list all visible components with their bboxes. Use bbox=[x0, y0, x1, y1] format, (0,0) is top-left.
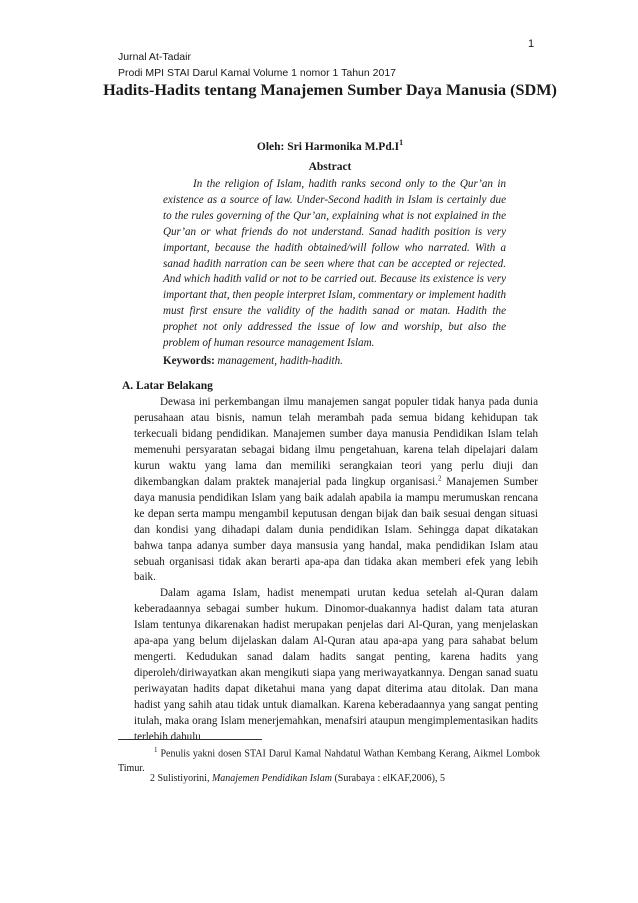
footnote-1-marker: 1 bbox=[154, 746, 158, 754]
keywords-line bbox=[163, 355, 343, 367]
abstract-heading: Abstract bbox=[308, 161, 352, 173]
footnote-1-text: Penulis yakni dosen STAI Darul Kamal Nahdatul Wathan Kembang Kerang, Aikmel Lombok Timur. bbox=[118, 748, 540, 774]
journal-name: Jurnal At-Tadair bbox=[118, 51, 191, 63]
paragraph-1-text-b: Manajemen Sumber daya manusia pendidikan Islam yang baik adalah apabila ia mampu merumuskan rencana ke depan serta mampu mengambil keputusan dengan bijak dan baik sesuai dengan situasi dan kondisi yang dihadapi dalam dunia pendidikan Islam. Sehingga dapat dikatakan bahwa tanpa adanya sumber daya mansusia yang handal, maka pendidikan Islam atau sebuah organisasi tidak akan berarti apa-apa dan tidaka akan memberi efek yang lebih baik. bbox=[134, 475, 538, 584]
keywords-label: Keywords: bbox=[163, 355, 215, 367]
footnote-2 bbox=[150, 772, 540, 787]
page-number: 1 bbox=[528, 38, 535, 50]
keywords-value: management, hadith-hadith. bbox=[217, 355, 343, 367]
body-paragraph-2: Dalam agama Islam, hadist menempati urutan kedua setelah al-Quran dalam keberadaannya sebagai sumber hukum. Dinomor-duakannya hadist dalam tata aturan Islam tentunya dikarenakan hadist merupakan penjelas dari Al-Quran, yang menjelaskan apa-apa yang belum dijelaskan dalam Al-Quran atau apa-apa yang para sahabat belum mengerti. Kedudukan sanad dalam hadits sangat penting, karena hadits yang diperoleh/diriwayatkan akan mengikuti siapa yang meriwayatkannya. Dengan sanad suatu periwayatan hadits dapat diketahui mana yang dapat diterima atau ditolak. Dan mana hadist yang sahih atau tidak untuk diamalkan. Karena keberadaannya yang sangat penting itulah, maka orang Islam menerjemahkan, menafsiri ataupun mengimplementasikan hadits terlebih dahulu bbox=[134, 587, 538, 743]
footnote-2-suffix: (Surabaya : elKAF,2006), 5 bbox=[331, 773, 446, 784]
section-heading: A. Latar Belakang bbox=[122, 380, 213, 392]
footnote-divider bbox=[118, 739, 262, 740]
journal-volume-info: Prodi MPI STAI Darul Kamal Volume 1 nomor 1 Tahun 2017 bbox=[118, 67, 397, 79]
author-footnote-ref: 1 bbox=[399, 138, 404, 147]
paragraph-1-text-a: Dewasa ini perkembangan ilmu manajemen sangat populer tidak hanya pada dunia perusahaan atau bisnis, namun telah merambah pada semua bidang kehidupan tak terkecuali bidang pendidikan. Manajemen sumber daya manusia Pendidikan Islam telah memenuhi persyaratan sebagai bidang ilmu pengetahuan, karena telah dipelajari dalam kurun waktu yang lama dan memiliki serangkaian teori yang perlu diuji dan dikembangkan dalam praktek manajerial pada lingkup organisasi. bbox=[134, 396, 538, 488]
footnote-ref-2: 2 bbox=[437, 474, 442, 483]
author-line bbox=[100, 138, 560, 153]
author-name: Oleh: Sri Harmonika M.Pd.I bbox=[256, 140, 400, 153]
abstract-text: In the religion of Islam, hadith ranks second only to the Qur’an in existence as a source of law. Under-Second hadith in Islam is certainly due to the rules governing of the Qur’an, explaining what is not explained in the Qur’an or what friends do not understand. Sanad hadith position is very important, because the hadith obtained/will follow who narrated. With a sanad hadith narration can be seen where that can be accepted or rejected. And which hadith valid or not to be carried out. Because its existence is very important that, then people interpret Islam, commentary or implement hadith must first ensure the validity of the hadith sanad or matan. Hadith the prophet not only addressed the issue of low and worship, but also the problem of human resource management Islam. bbox=[163, 178, 506, 350]
footnote-2-prefix: 2 Sulistiyorini, bbox=[150, 773, 212, 784]
body-paragraph-1 bbox=[134, 395, 538, 586]
paper-title: Hadits-Hadits tentang Manajemen Sumber Daya Manusia (SDM) bbox=[103, 81, 557, 99]
footnote-2-book-title: Manajemen Pendidikan Islam bbox=[211, 773, 332, 784]
